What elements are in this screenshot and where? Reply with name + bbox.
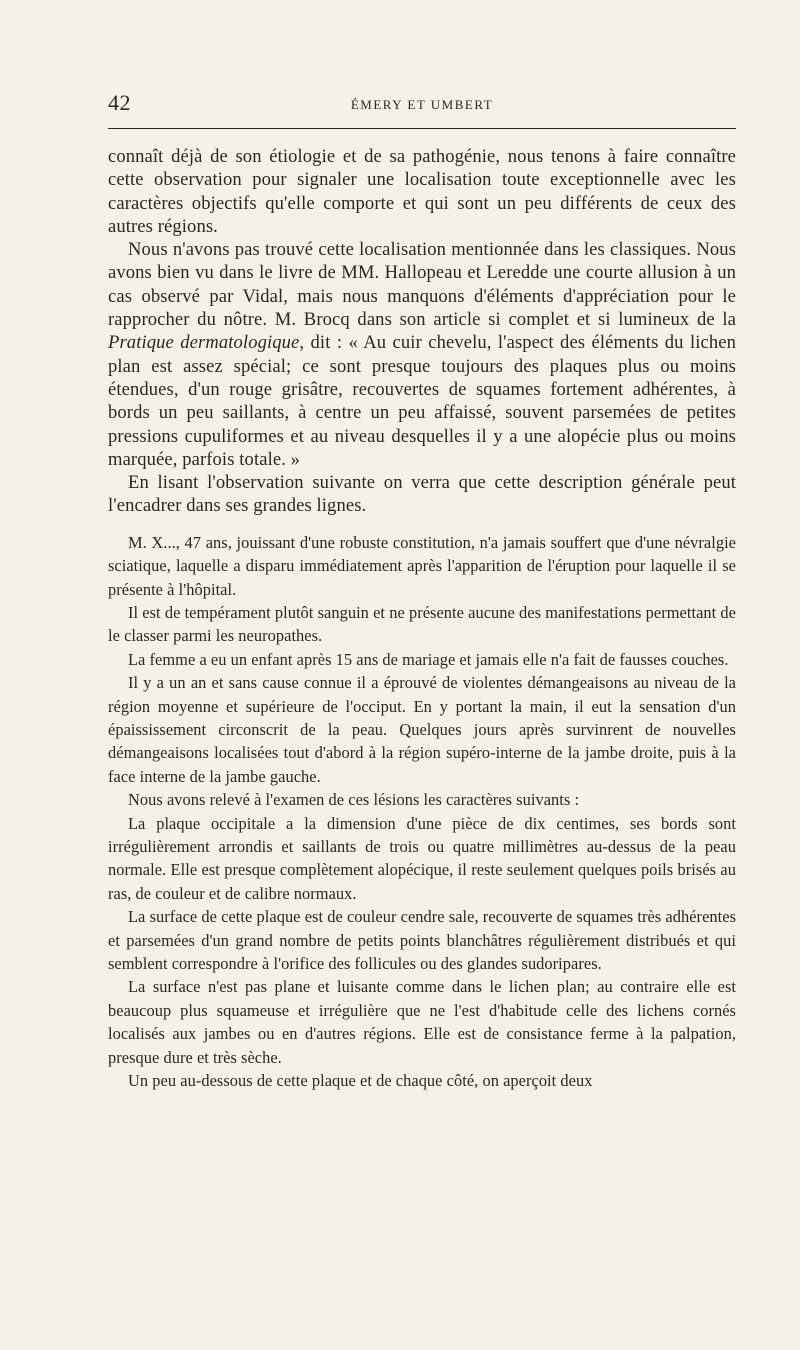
observation-paragraph: La plaque occipitale a la dimension d'une pièce de dix centimes, ses bords sont irrégulièrement arrondis et saillants de trois ou quatre millimètres au-dessus de la peau normale. Elle est presque complètement alopécique, il reste seulement quelques poils brisés au ras, de couleur et de calibre normaux. [108, 813, 736, 903]
observation-paragraph: M. X..., 47 ans, jouissant d'une robuste constitution, n'a jamais souffert que d'une névralgie sciatique, laquelle a disparu immédiatement après l'apparition de l'éruption pour laquelle il se présente à l'hôpital. [108, 532, 736, 599]
body-text [108, 145, 736, 1093]
book-title: Pratique dermatologique [108, 332, 300, 354]
observation-paragraph: Il y a un an et sans cause connue il a éprouvé de violentes démangeaisons au niveau de la région moyenne et supérieure de l'occiput. En y portant la main, il eut la sensation d'un épaississement circonscrit de la peau. Quelques jours après survinrent de nouvelles démangeaisons localisées tout d'abord à la région supéro-interne de la jambe droite, puis à la face interne de la jambe gauche. [108, 673, 736, 786]
main-text [108, 145, 736, 518]
observation-paragraph: La surface n'est pas plane et luisante comme dans le lichen plan; au contraire elle est beaucoup plus squameuse et irrégulière que ne l'est d'habitude celle des lichens cornés localisés aux jambes ou en d'autres régions. Elle est de consistance ferme à la palpation, presque dure et très sèche. [108, 977, 736, 1067]
running-title: ÉMERY ET UMBERT [350, 97, 494, 112]
quotation-text: , dit : « Au cuir chevelu, l'aspect des éléments du lichen plan est assez spécial; ce sont presque toujours des plaques plus ou moins étendues, d'un rouge grisâtre, recouvertes de squames fortement adhérentes, à bords un peu saillants, à centre un peu affaissé, souvent parsemées de petites pressions cupuliformes et au niveau desquelles il y a une alopécie plus ou moins marquée, parfois totale. » [108, 332, 736, 470]
observation-text [108, 531, 736, 1093]
observation-paragraph: La surface de cette plaque est de couleur cendre sale, recouverte de squames très adhérentes et parsemées d'un grand nombre de petits points blanchâtres régulièrement distribués et qui semblent correspondre à l'orifice des follicules ou des glandes sudoripares. [108, 907, 736, 974]
paragraph-text: Nous n'avons pas trouvé cette localisation mentionnée dans les classiques. Nous avons bien vu dans le livre de MM. Hallopeau et Leredde une courte allusion à un cas observé par Vidal, mais nous manquons d'éléments d'appréciation pour le rapprocher du nôtre. M. Brocq dans son article si complet et si lumineux de la [108, 239, 736, 331]
observation-paragraph: Un peu au-dessous de cette plaque et de chaque côté, on aperçoit deux [128, 1071, 593, 1091]
observation-paragraph: Nous avons relevé à l'examen de ces lésions les caractères suivants : [128, 790, 580, 810]
header-rule [108, 128, 736, 129]
observation-paragraph: Il est de tempérament plutôt sanguin et ne présente aucune des manifestations permettant de le classer parmi les neuropathes. [108, 602, 736, 646]
paragraph [108, 238, 736, 471]
observation-paragraph: La femme a eu un enfant après 15 ans de mariage et jamais elle n'a fait de fausses couches. [128, 649, 729, 669]
paragraph: connaît déjà de son étiologie et de sa pathogénie, nous tenons à faire connaître cette observation pour signaler une localisation toute exceptionnelle avec les caractères objectifs qu'elle comporte et qui sont un peu différents de ceux des autres régions. [108, 146, 736, 237]
page-header [108, 90, 736, 120]
paragraph: En lisant l'observation suivante on verra que cette description générale peut l'encadrer dans ses grandes lignes. [108, 472, 736, 517]
page-number: 42 [108, 90, 131, 115]
